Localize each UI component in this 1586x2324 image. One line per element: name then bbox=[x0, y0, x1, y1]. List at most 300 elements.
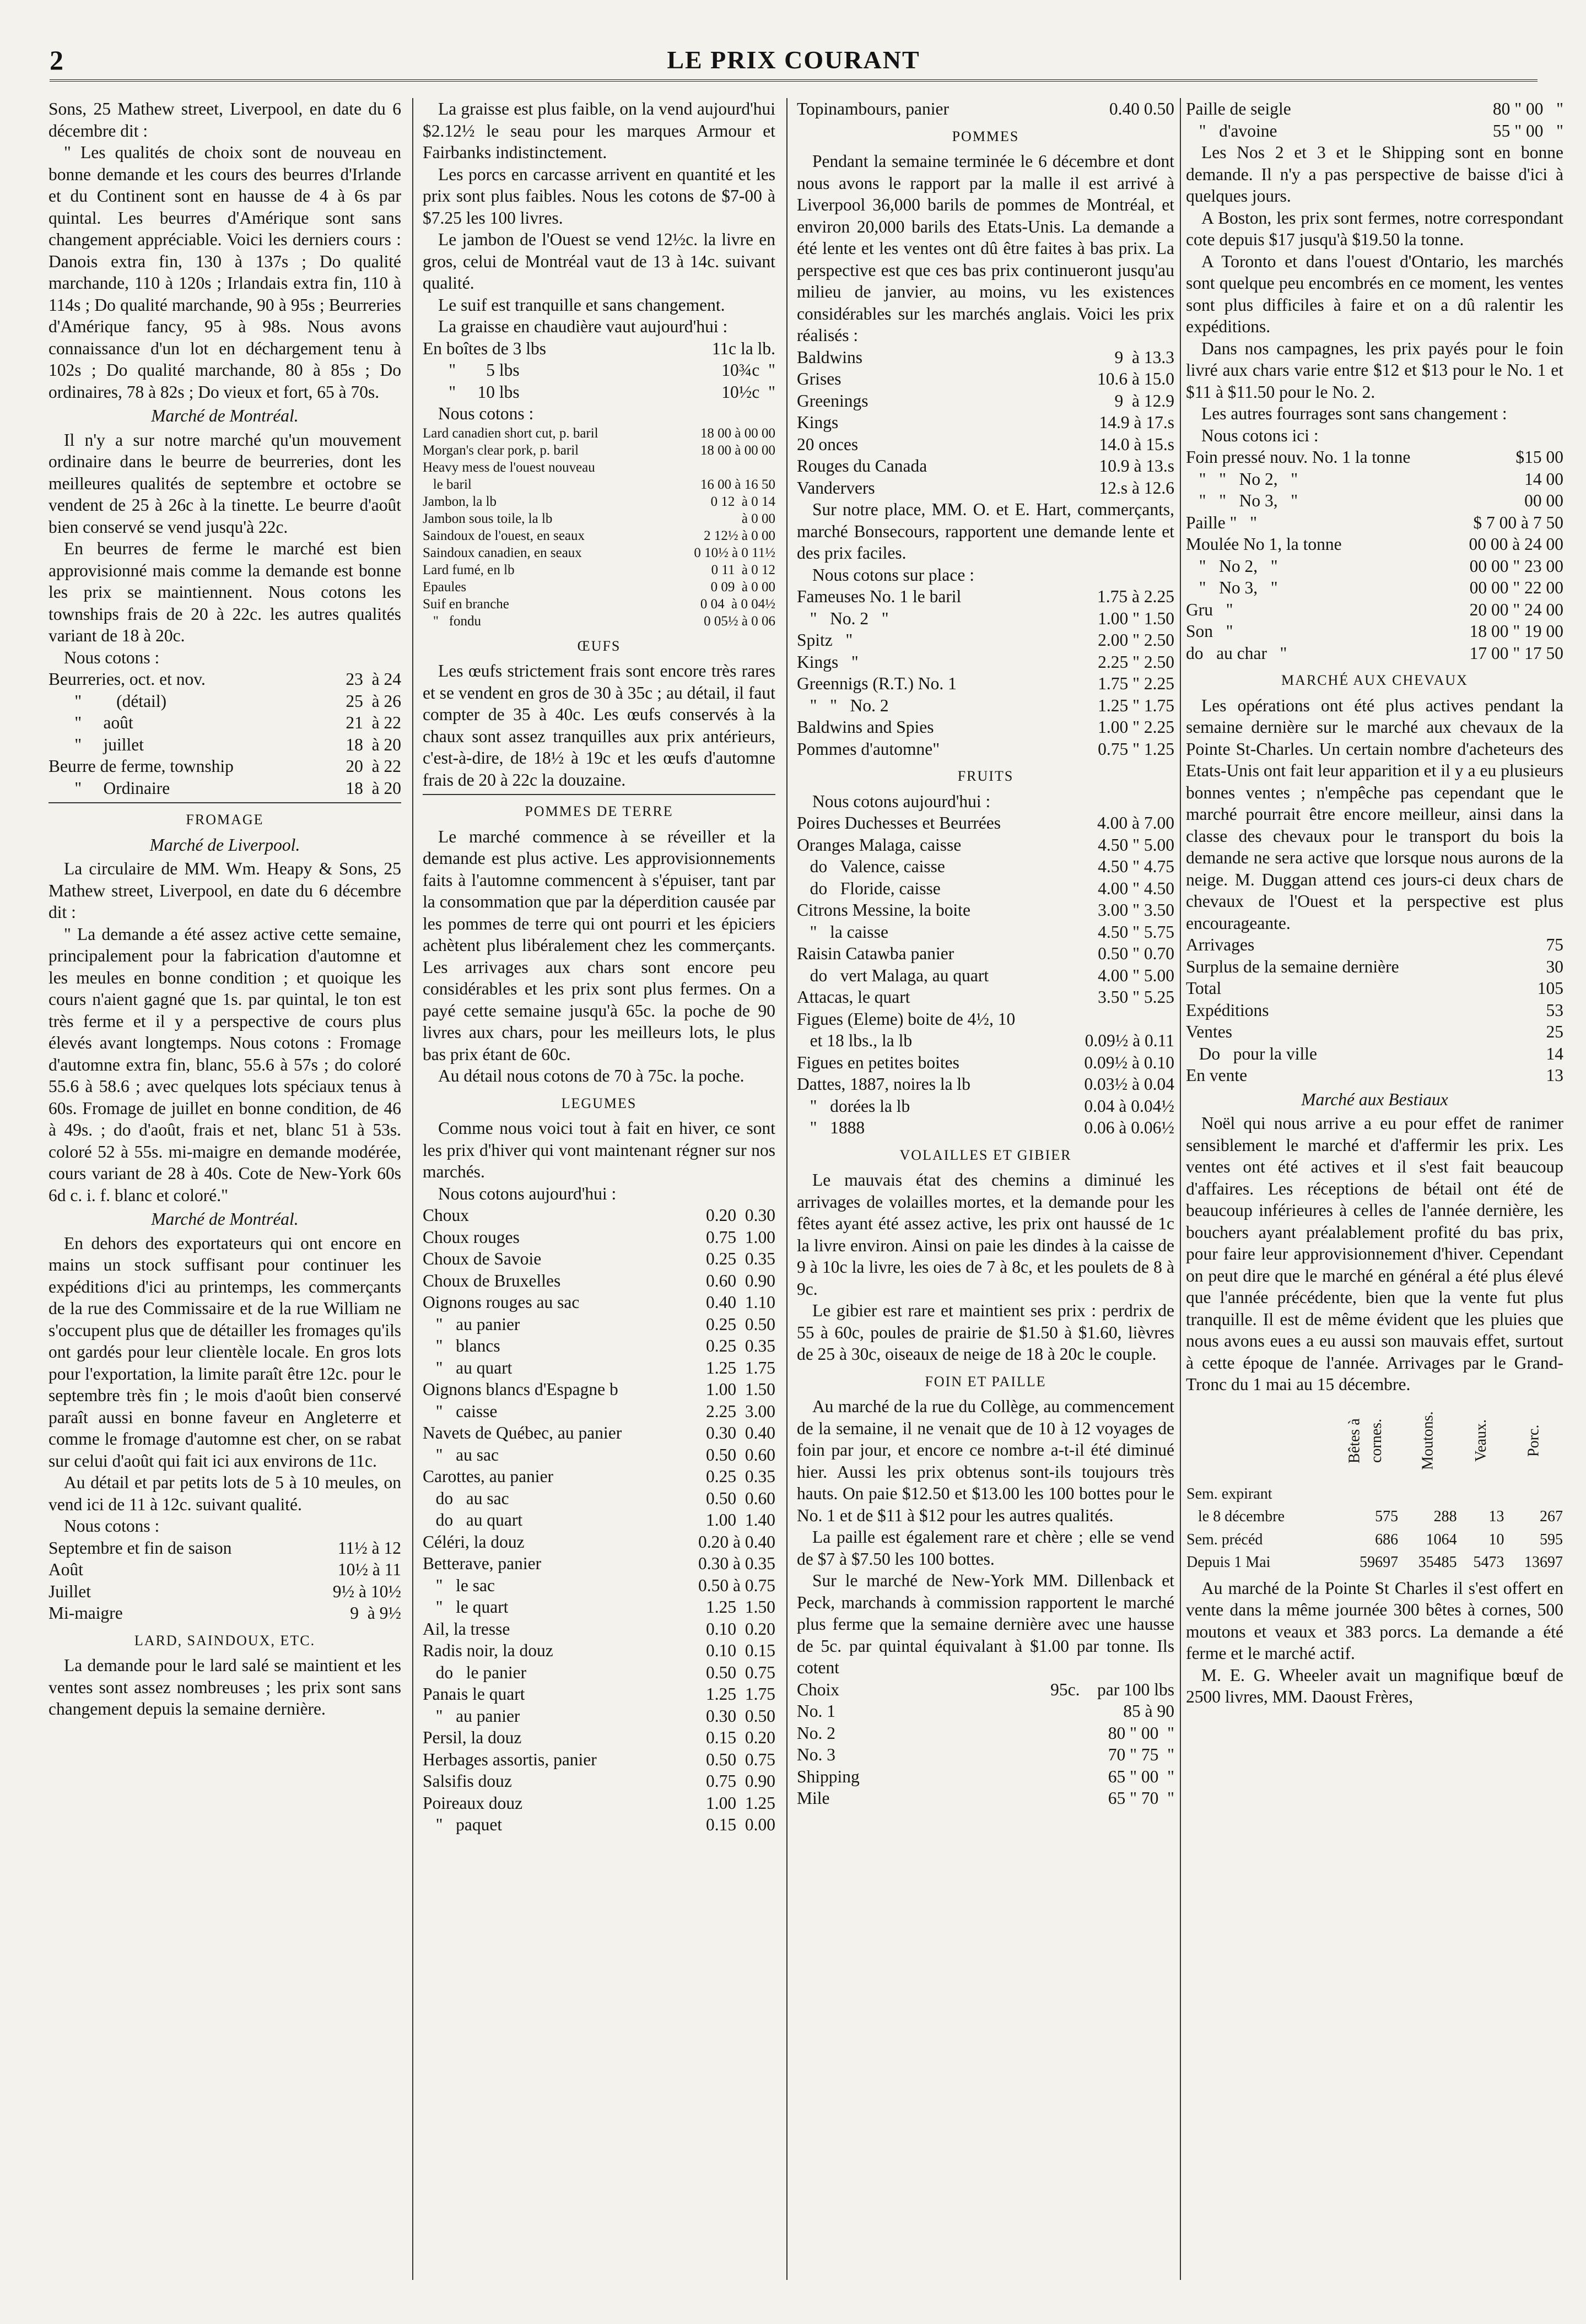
price-row bbox=[423, 1770, 775, 1792]
item-price: 0.30 0.40 bbox=[706, 1423, 775, 1442]
price-row bbox=[797, 1030, 1174, 1052]
horse-tally bbox=[1186, 934, 1563, 1087]
item-price: 0 12 à 0 14 bbox=[710, 494, 775, 509]
item-label: " juillet bbox=[48, 734, 144, 754]
price-row bbox=[797, 921, 1174, 943]
livestock-table bbox=[1186, 1399, 1563, 1574]
cheese-price-list bbox=[48, 1537, 401, 1624]
price-row bbox=[797, 586, 1174, 608]
item-price: 0.20 0.30 bbox=[706, 1206, 775, 1225]
column-divider bbox=[1180, 98, 1181, 2280]
price-row bbox=[1186, 642, 1563, 664]
item-price: 30 bbox=[1546, 956, 1563, 976]
item-price: 14 00 bbox=[1524, 469, 1563, 489]
livestock-cell: 575 bbox=[1375, 1508, 1399, 1525]
price-row bbox=[423, 544, 775, 561]
item-price: 0.50 à 0.75 bbox=[698, 1575, 775, 1595]
item-label: Lard fumé, en lb bbox=[423, 562, 515, 577]
item-price: 0.40 0.50 bbox=[1109, 99, 1174, 118]
column-divider bbox=[786, 98, 787, 2280]
item-price: 2.25 3.00 bbox=[706, 1401, 775, 1421]
vegetable-price-list bbox=[423, 1204, 775, 1836]
item-price: 1.25 1.75 bbox=[706, 1358, 775, 1377]
price-row bbox=[797, 1744, 1174, 1766]
item-price: 65 " 70 " bbox=[1108, 1788, 1174, 1808]
item-price: 1.25 1.50 bbox=[706, 1597, 775, 1617]
item-label: Baldwins bbox=[797, 347, 863, 367]
pail-price-list bbox=[423, 338, 775, 403]
price-row bbox=[1186, 555, 1563, 577]
item-label: " No 3, " bbox=[1186, 578, 1278, 597]
subheading: Marché de Liverpool. bbox=[149, 835, 300, 855]
price-row bbox=[48, 1559, 401, 1581]
item-label: Août bbox=[48, 1560, 83, 1579]
price-row bbox=[797, 1095, 1174, 1117]
item-price: 11c la lb. bbox=[711, 338, 775, 358]
newspaper-title: LE PRIX COURANT bbox=[667, 46, 920, 74]
item-label: Surplus de la semaine dernière bbox=[1186, 956, 1399, 976]
masthead bbox=[50, 43, 1538, 76]
price-row bbox=[423, 1291, 775, 1314]
paragraph: Les opérations ont été plus actives pendant la semaine dernière sur le marché aux chevaux de la Pointe St-Charles. Un certain nombre d'acheteurs des Etats-Unis ont fait leur apparition et il y a eu plusieurs bonnes ventes ; n'empêche pas cependant que le marché pourrait être encore meilleur, ainsi dans la classe des chevaux pour le transport du bois la demande ne sera active que lorsque nous aurons de la neige. M. Duggan attend ces jours-ci deux chars de chevaux de l'Ouest et la perspective est plus encourageante. bbox=[1186, 695, 1563, 933]
item-label: Lard canadien short cut, p. baril bbox=[423, 425, 598, 441]
item-price: 9½ à 10½ bbox=[332, 1581, 401, 1601]
paragraph: La paille est également rare et chère ; elle se vend de $7 à $7.50 les 100 bottes. bbox=[797, 1527, 1174, 1569]
lard-price-list bbox=[423, 425, 775, 630]
item-label: Jambon, la lb bbox=[423, 494, 497, 509]
price-row bbox=[423, 1466, 775, 1488]
price-row bbox=[797, 1052, 1174, 1074]
price-row bbox=[797, 899, 1174, 921]
item-label: " le sac bbox=[423, 1575, 495, 1595]
price-row bbox=[423, 613, 775, 630]
item-price: 0.75 1.00 bbox=[706, 1227, 775, 1247]
item-price: 4.50 " 5.00 bbox=[1098, 835, 1174, 855]
item-label: Poireaux douz bbox=[423, 1793, 523, 1813]
item-label: Carottes, au panier bbox=[423, 1467, 554, 1486]
paragraph: En dehors des exportateurs qui ont encore en mains un stock suffisant pour continuer les expéditions d'ici au printemps, les commerçants de la rue des Commissaire et de la rue William ne s'occupent plus que de détailler les fromages qu'ils ont gardés pour leur clientèle locale. En gros lots pour l'exportation, la limite paraît être 12c. pour le septembre très fin ; le mois d'août bien conservé paraît aussi en bonne faveur en Angleterre et comme le fromage d'automne est cher, on se rabat sur celui d'août qui fait ici aux environs de 11c. bbox=[48, 1233, 401, 1471]
item-price: 14.9 à 17.s bbox=[1099, 413, 1174, 432]
item-price: 0.10 0.15 bbox=[706, 1641, 775, 1660]
item-price: 10¾c " bbox=[721, 360, 775, 380]
price-row bbox=[423, 1749, 775, 1771]
paragraph: Nous cotons : bbox=[64, 1516, 160, 1536]
item-price: 00 00 bbox=[1524, 491, 1563, 510]
paragraph: Sur le marché de New-York MM. Dillenback et Peck, marchands à commission rapportent le marché plus ferme que la semaine dernière avec une hausse de 5c. par quintal équivalant à $1.00 par tonne. Ils cotent bbox=[797, 1571, 1174, 1677]
subheading: Marché de Montréal. bbox=[151, 406, 299, 425]
item-label: Mile bbox=[797, 1788, 830, 1808]
paragraph: Nous cotons aujourd'hui : bbox=[438, 1183, 617, 1203]
item-label: do Valence, caisse bbox=[797, 857, 945, 876]
price-row bbox=[423, 1270, 775, 1292]
section-heading: VOLAILLES ET GIBIER bbox=[899, 1147, 1072, 1163]
item-price: 0 10½ à 0 11½ bbox=[694, 545, 775, 560]
item-price: 00 00 " 22 00 bbox=[1469, 578, 1563, 597]
paragraph: Les porcs en carcasse arrivent en quantité et les prix sont plus faibles. Nous les cotons de $7-00 à $7.25 les 100 livres. bbox=[423, 164, 775, 228]
item-price: 0.50 " 0.70 bbox=[1098, 944, 1174, 963]
item-label: " Ordinaire bbox=[48, 778, 170, 798]
livestock-row bbox=[1186, 1483, 1563, 1506]
item-price: $15 00 bbox=[1515, 447, 1563, 467]
item-price: 0.06 à 0.06½ bbox=[1084, 1118, 1174, 1137]
item-price: 12.s à 12.6 bbox=[1099, 478, 1174, 498]
item-label: " " No 2, " bbox=[1186, 469, 1298, 489]
subheading: Marché de Montréal. bbox=[151, 1209, 299, 1229]
item-label: " " No. 2 bbox=[797, 695, 889, 715]
price-row bbox=[797, 986, 1174, 1008]
price-row bbox=[423, 561, 775, 579]
livestock-header: Bêtes à cornes. bbox=[1346, 1418, 1385, 1463]
paragraph: Les Nos 2 et 3 et le Shipping sont en bonne demande. Il n'y a pas perspective de baisse d'ici à quelques jours. bbox=[1186, 143, 1563, 206]
price-row bbox=[423, 442, 775, 459]
item-label: " au panier bbox=[423, 1314, 520, 1334]
paragraph: Sur notre place, MM. O. et E. Hart, commerçants, marché Bonsecours, rapportent une demande lente et des prix faciles. bbox=[797, 500, 1174, 563]
section-heading: ŒUFS bbox=[577, 637, 621, 654]
price-row bbox=[1186, 999, 1563, 1022]
item-price: 10.6 à 15.0 bbox=[1097, 369, 1174, 388]
item-price: 75 bbox=[1546, 935, 1563, 954]
price-row bbox=[1186, 977, 1563, 999]
item-label: " au quart bbox=[423, 1358, 513, 1377]
masthead-rule bbox=[50, 79, 1538, 82]
livestock-cell bbox=[1399, 1483, 1458, 1506]
livestock-row bbox=[1186, 1505, 1563, 1528]
price-row bbox=[797, 812, 1174, 834]
item-price: 18 à 20 bbox=[346, 734, 401, 754]
price-row bbox=[423, 1335, 775, 1357]
item-label: Radis noir, la douz bbox=[423, 1641, 553, 1660]
section-heading: POMMES bbox=[952, 128, 1019, 144]
item-label: " paquet bbox=[423, 1815, 503, 1834]
item-label: " caisse bbox=[423, 1401, 498, 1421]
price-row bbox=[423, 459, 775, 476]
item-price: 80 " 00 " bbox=[1108, 1723, 1174, 1743]
item-price: 65 " 00 " bbox=[1108, 1766, 1174, 1786]
price-row bbox=[1186, 1064, 1563, 1087]
paragraph: Nous cotons aujourd'hui : bbox=[812, 791, 991, 811]
item-label: do au quart bbox=[423, 1510, 523, 1529]
price-row bbox=[1186, 446, 1563, 468]
column-divider bbox=[412, 98, 413, 2280]
paragraph: Au marché de la rue du Collège, au commencement de la semaine, il ne venait que de 10 à 12 voyages de foin par jour, et encore ce nombre a-t-il été diminué hier. Aussi les prix obtenus sont-ils toujours très hauts. On paie $12.50 et $13.00 les 100 bottes pour le No. 1 et de $11 à $12 pour les autres qualités. bbox=[797, 1397, 1174, 1525]
item-label: Jambon sous toile, la lb bbox=[423, 511, 553, 526]
price-row bbox=[423, 1792, 775, 1814]
item-label: " " No 3, " bbox=[1186, 491, 1298, 510]
item-label: Ventes bbox=[1186, 1022, 1232, 1041]
item-label: " fondu bbox=[423, 613, 482, 629]
price-row bbox=[423, 1488, 775, 1510]
item-price: 13 bbox=[1546, 1066, 1563, 1085]
item-label: Betterave, panier bbox=[423, 1554, 542, 1573]
item-label: Septembre et fin de saison bbox=[48, 1538, 232, 1558]
item-price: 0.60 0.90 bbox=[706, 1271, 775, 1290]
item-label: Baldwins and Spies bbox=[797, 717, 934, 737]
item-label: Choix bbox=[797, 1679, 840, 1699]
item-label: Pommes d'automne" bbox=[797, 739, 940, 759]
item-label: " d'avoine bbox=[1186, 121, 1277, 140]
price-row bbox=[423, 1314, 775, 1336]
item-label: Grises bbox=[797, 369, 841, 388]
price-row bbox=[797, 1787, 1174, 1809]
price-row bbox=[797, 878, 1174, 900]
price-row bbox=[423, 1531, 775, 1553]
price-row bbox=[423, 1727, 775, 1749]
item-label: Herbages assortis, panier bbox=[423, 1749, 597, 1769]
item-price: 0.75 " 1.25 bbox=[1098, 739, 1174, 759]
item-price: 00 00 à 24 00 bbox=[1469, 534, 1563, 554]
item-price: 0.25 0.35 bbox=[706, 1467, 775, 1486]
price-row bbox=[423, 1662, 775, 1684]
item-price: 55 " 00 " bbox=[1492, 121, 1563, 140]
item-price: 2 12½ à 0 00 bbox=[704, 528, 775, 543]
paragraph: La graisse est plus faible, on la vend aujourd'hui $2.12½ le seau pour les marques Armour et Fairbanks indistinctement. bbox=[423, 99, 775, 162]
item-price: 0.30 à 0.35 bbox=[698, 1554, 775, 1573]
livestock-cell: 267 bbox=[1540, 1508, 1563, 1525]
price-row bbox=[797, 477, 1174, 499]
paragraph: A Toronto et dans l'ouest d'Ontario, les marchés sont quelque peu encombrés en ce moment, les ventes sont plus difficiles à faire et on a dû ralentir les expéditions. bbox=[1186, 251, 1563, 336]
column-3 bbox=[797, 98, 1174, 2280]
price-row bbox=[48, 1581, 401, 1603]
item-label: " la caisse bbox=[797, 922, 888, 942]
price-row bbox=[1186, 956, 1563, 978]
livestock-cell: 35485 bbox=[1418, 1554, 1457, 1571]
item-price: 1.00 1.25 bbox=[706, 1793, 775, 1813]
price-row bbox=[423, 1379, 775, 1401]
livestock-cell bbox=[1333, 1483, 1399, 1506]
price-row bbox=[423, 1444, 775, 1466]
fruit-price-list bbox=[797, 812, 1174, 1139]
price-row bbox=[423, 527, 775, 544]
price-row bbox=[797, 455, 1174, 477]
item-label: Arrivages bbox=[1186, 935, 1255, 954]
column-4 bbox=[1186, 98, 1563, 2280]
item-price: 105 bbox=[1537, 979, 1563, 998]
item-price: 4.00 " 5.00 bbox=[1098, 965, 1174, 985]
item-label: Figues (Eleme) boite de 4½, 10 bbox=[797, 1009, 1016, 1029]
paragraph: Au détail et par petits lots de 5 à 10 meules, on vend ici de 11 à 12c. suivant qualité. bbox=[48, 1473, 401, 1514]
paragraph: Les œufs strictement frais sont encore très rares et se vendent en gros de 30 à 35c ; au détail, il faut compter de 35 à 40c. Les œufs conservés à la chaux sont assez tranquilles aux prix antérieurs, c'est-à-dire, de 18½ à 19c et les œufs d'automne frais de 20 à 22c la douzaine. bbox=[423, 661, 775, 790]
item-label: Morgan's clear pork, p. baril bbox=[423, 442, 579, 458]
item-price: 85 à 90 bbox=[1123, 1701, 1174, 1721]
item-price: 0 05½ à 0 06 bbox=[704, 613, 775, 629]
section-heading: FROMAGE bbox=[186, 812, 264, 828]
price-row bbox=[797, 965, 1174, 987]
paragraph: La circulaire de MM. Wm. Heapy & Sons, 25 Mathew street, Liverpool, en date du 6 décembre dit : bbox=[48, 859, 401, 922]
column-2 bbox=[423, 98, 775, 2280]
price-row bbox=[797, 1766, 1174, 1788]
hay-price-list bbox=[797, 1679, 1174, 1809]
price-row bbox=[423, 1640, 775, 1662]
item-price: 0.15 0.20 bbox=[706, 1728, 775, 1747]
item-label: Paille " " bbox=[1186, 512, 1257, 532]
item-price: 70 " 75 " bbox=[1108, 1745, 1174, 1764]
paragraph: A Boston, les prix sont fermes, notre correspondant cote depuis $17 jusqu'à $19.50 la tonne. bbox=[1186, 208, 1563, 249]
livestock-row-label: Sem. expirant bbox=[1186, 1485, 1272, 1503]
item-price: 0.75 0.90 bbox=[706, 1771, 775, 1791]
price-row bbox=[423, 1575, 775, 1597]
item-price: 3.00 " 3.50 bbox=[1098, 900, 1174, 920]
item-price: $ 7 00 à 7 50 bbox=[1473, 512, 1563, 532]
item-price: 23 à 24 bbox=[346, 669, 401, 689]
item-label: Oignons blancs d'Espagne b bbox=[423, 1380, 618, 1399]
paragraph: Les autres fourrages sont sans changement : bbox=[1201, 404, 1507, 423]
price-row bbox=[423, 1422, 775, 1444]
paragraph: Au marché de la Pointe St Charles il s'est offert en vente dans la même journée 300 bêtes à cornes, 500 moutons et veaux et 383 porcs. La demande a été ferme et le marché actif. bbox=[1186, 1578, 1563, 1663]
price-row bbox=[423, 1401, 775, 1423]
item-price: 10.9 à 13.s bbox=[1099, 456, 1174, 475]
item-label: Rouges du Canada bbox=[797, 456, 927, 475]
item-price: 0 04 à 0 04½ bbox=[700, 596, 775, 612]
item-price: 18 00 à 00 00 bbox=[700, 425, 775, 441]
price-row bbox=[423, 338, 775, 360]
section-heading: LEGUMES bbox=[561, 1095, 637, 1111]
item-price: 16 00 à 16 50 bbox=[700, 477, 775, 492]
price-row bbox=[797, 434, 1174, 456]
price-row bbox=[797, 1722, 1174, 1744]
item-price: 10½ à 11 bbox=[337, 1560, 401, 1579]
price-row bbox=[1186, 468, 1563, 490]
paragraph: Le jambon de l'Ouest se vend 12½c. la livre en gros, celui de Montréal vaut de 13 à 14c. suivant qualité. bbox=[423, 230, 775, 293]
item-price: 95c. par 100 lbs bbox=[1050, 1679, 1174, 1699]
item-label: " 5 lbs bbox=[423, 360, 520, 380]
paragraph: Le marché commence à se réveiller et la demande est plus active. Les approvisionnements faits à l'automne commencent à s'épuiser, tant par la consommation que par la déperdition causée par les pommes de terre qui ont pourri et les épiciers achètent plus libéralement chez les commerçants. Les arrivages aux chars sont encore peu considérables et les prix sont plus fermes. On a payé cette semaine jusqu'à 65c. la poche de 90 livres aux chars, pour les meilleurs lots, le plus bas prix étant de 60c. bbox=[423, 826, 775, 1064]
item-label: Expéditions bbox=[1186, 1000, 1269, 1020]
price-row bbox=[797, 716, 1174, 738]
item-label: Raisin Catawba panier bbox=[797, 944, 954, 963]
item-price: 4.00 " 4.50 bbox=[1098, 878, 1174, 898]
price-row bbox=[423, 1357, 775, 1379]
price-row bbox=[797, 651, 1174, 673]
item-label: do Floride, caisse bbox=[797, 878, 941, 898]
item-label: En boîtes de 3 lbs bbox=[423, 338, 546, 358]
item-price: 0.30 0.50 bbox=[706, 1706, 775, 1726]
livestock-row-label: le 8 décembre bbox=[1186, 1508, 1285, 1525]
price-row bbox=[423, 596, 775, 613]
item-price: 0.03½ à 0.04 bbox=[1084, 1074, 1174, 1094]
price-row bbox=[1186, 1043, 1563, 1065]
price-row bbox=[423, 1204, 775, 1226]
item-label: Shipping bbox=[797, 1766, 860, 1786]
item-label: Panais le quart bbox=[423, 1684, 525, 1704]
livestock-cell: 13 bbox=[1488, 1508, 1504, 1525]
item-label: Heavy mess de l'ouest nouveau bbox=[423, 460, 595, 475]
item-label: Choux de Savoie bbox=[423, 1249, 542, 1268]
paragraph: Dans nos campagnes, les prix payés pour le foin livré aux chars varie entre $12 et $13 pour le No. 1 et $11 à $11.50 pour le No. 2. bbox=[1186, 338, 1563, 402]
item-price: 9 à 12.9 bbox=[1114, 391, 1174, 410]
price-row bbox=[797, 629, 1174, 651]
paragraph: La graisse en chaudière vaut aujourd'hui : bbox=[438, 317, 728, 336]
price-row bbox=[423, 381, 775, 403]
butter-price-list bbox=[48, 668, 401, 799]
livestock-row bbox=[1186, 1551, 1563, 1574]
price-row bbox=[797, 943, 1174, 965]
item-price: 1.00 " 2.25 bbox=[1098, 717, 1174, 737]
price-row bbox=[1186, 1021, 1563, 1043]
livestock-body bbox=[1186, 1483, 1563, 1574]
livestock-cell bbox=[1504, 1483, 1563, 1506]
item-label: Suif en branche bbox=[423, 596, 509, 612]
price-row bbox=[423, 1596, 775, 1618]
livestock-header-row bbox=[1186, 1399, 1563, 1483]
item-price: 0.04 à 0.04½ bbox=[1084, 1096, 1174, 1116]
paragraph: Au détail nous cotons de 70 à 75c. la poche. bbox=[438, 1066, 745, 1085]
price-row bbox=[423, 425, 775, 442]
item-price: 18 00 à 00 00 bbox=[700, 442, 775, 458]
item-price: 4.00 à 7.00 bbox=[1097, 813, 1174, 833]
item-price: 0.20 à 0.40 bbox=[698, 1532, 775, 1552]
item-price: 0.25 0.50 bbox=[706, 1314, 775, 1334]
item-price: 0.25 0.35 bbox=[706, 1249, 775, 1268]
item-label: No. 1 bbox=[797, 1701, 835, 1721]
livestock-cell: 686 bbox=[1375, 1531, 1399, 1548]
item-price: 0.50 0.75 bbox=[706, 1662, 775, 1682]
price-row bbox=[797, 347, 1174, 369]
item-price: 53 bbox=[1546, 1000, 1563, 1020]
item-label: " août bbox=[48, 713, 133, 732]
item-label: Dattes, 1887, noires la lb bbox=[797, 1074, 970, 1094]
paragraph: En beurres de ferme le marché est bien approvisionné mais comme la demande est bonne les prix se maintiennent. Nous cotons les townships frais de 20 à 22c. les autres qualités variant de 18 à 20c. bbox=[48, 539, 401, 645]
item-label: " No 2, " bbox=[1186, 556, 1278, 576]
livestock-cell: 595 bbox=[1540, 1531, 1563, 1548]
item-label: Persil, la douz bbox=[423, 1728, 522, 1747]
item-price: 14.0 à 15.s bbox=[1099, 434, 1174, 454]
paragraph: Le gibier est rare et maintient ses prix : perdrix de 55 à 60c, poules de prairie de $1.50 à $1.60, lièvres de 25 à 30c, oiseaux de neige de 18 à 20c le couple. bbox=[797, 1301, 1174, 1364]
price-row bbox=[423, 510, 775, 527]
price-row bbox=[423, 1814, 775, 1836]
paragraph: Nous cotons : bbox=[438, 404, 534, 423]
item-price: 9 à 9½ bbox=[350, 1603, 401, 1623]
paragraph: Le suif est tranquille et sans changement. bbox=[438, 295, 725, 315]
section-heading: MARCHÉ AUX CHEVAUX bbox=[1281, 672, 1468, 688]
item-label: Total bbox=[1186, 979, 1222, 998]
item-label: En vente bbox=[1186, 1066, 1248, 1085]
item-label: Do pour la ville bbox=[1186, 1044, 1317, 1063]
item-label: Beurreries, oct. et nov. bbox=[48, 669, 206, 689]
item-label: Mi-maigre bbox=[48, 1603, 123, 1623]
item-price: 1.00 1.50 bbox=[706, 1380, 775, 1399]
price-row bbox=[797, 834, 1174, 856]
item-label: Choux bbox=[423, 1206, 470, 1225]
item-label: No. 2 bbox=[797, 1723, 835, 1743]
item-label: Moulée No 1, la tonne bbox=[1186, 534, 1342, 554]
item-price: 0 09 à 0 00 bbox=[710, 579, 775, 594]
price-row bbox=[797, 608, 1174, 630]
price-row bbox=[1186, 490, 1563, 512]
item-price: 20 à 22 bbox=[346, 756, 401, 776]
fodder-price-list bbox=[1186, 446, 1563, 664]
item-label: Céléri, la douz bbox=[423, 1532, 525, 1552]
price-row bbox=[1186, 533, 1563, 555]
item-price: 1.00 " 1.50 bbox=[1098, 608, 1174, 628]
price-row bbox=[1186, 577, 1563, 599]
livestock-cell: 288 bbox=[1433, 1508, 1457, 1525]
item-label: Epaules bbox=[423, 579, 467, 594]
livestock-header-blank bbox=[1186, 1399, 1333, 1483]
item-label: Beurre de ferme, township bbox=[48, 756, 234, 776]
price-row bbox=[423, 359, 775, 381]
item-label: " (détail) bbox=[48, 691, 167, 711]
price-row bbox=[1186, 620, 1563, 642]
price-row bbox=[48, 777, 401, 799]
paragraph: M. E. G. Wheeler avait un magnifique bœuf de 2500 livres, MM. Daoust Frères, bbox=[1186, 1665, 1563, 1706]
item-label: Vandervers bbox=[797, 478, 875, 498]
paragraph: Nous cotons ici : bbox=[1201, 425, 1319, 445]
item-price: 1.00 1.40 bbox=[706, 1510, 775, 1529]
price-row bbox=[797, 738, 1174, 760]
item-label: Foin pressé nouv. No. 1 la tonne bbox=[1186, 447, 1411, 467]
item-label: Attacas, le quart bbox=[797, 987, 910, 1007]
item-price: 0.10 0.20 bbox=[706, 1619, 775, 1639]
